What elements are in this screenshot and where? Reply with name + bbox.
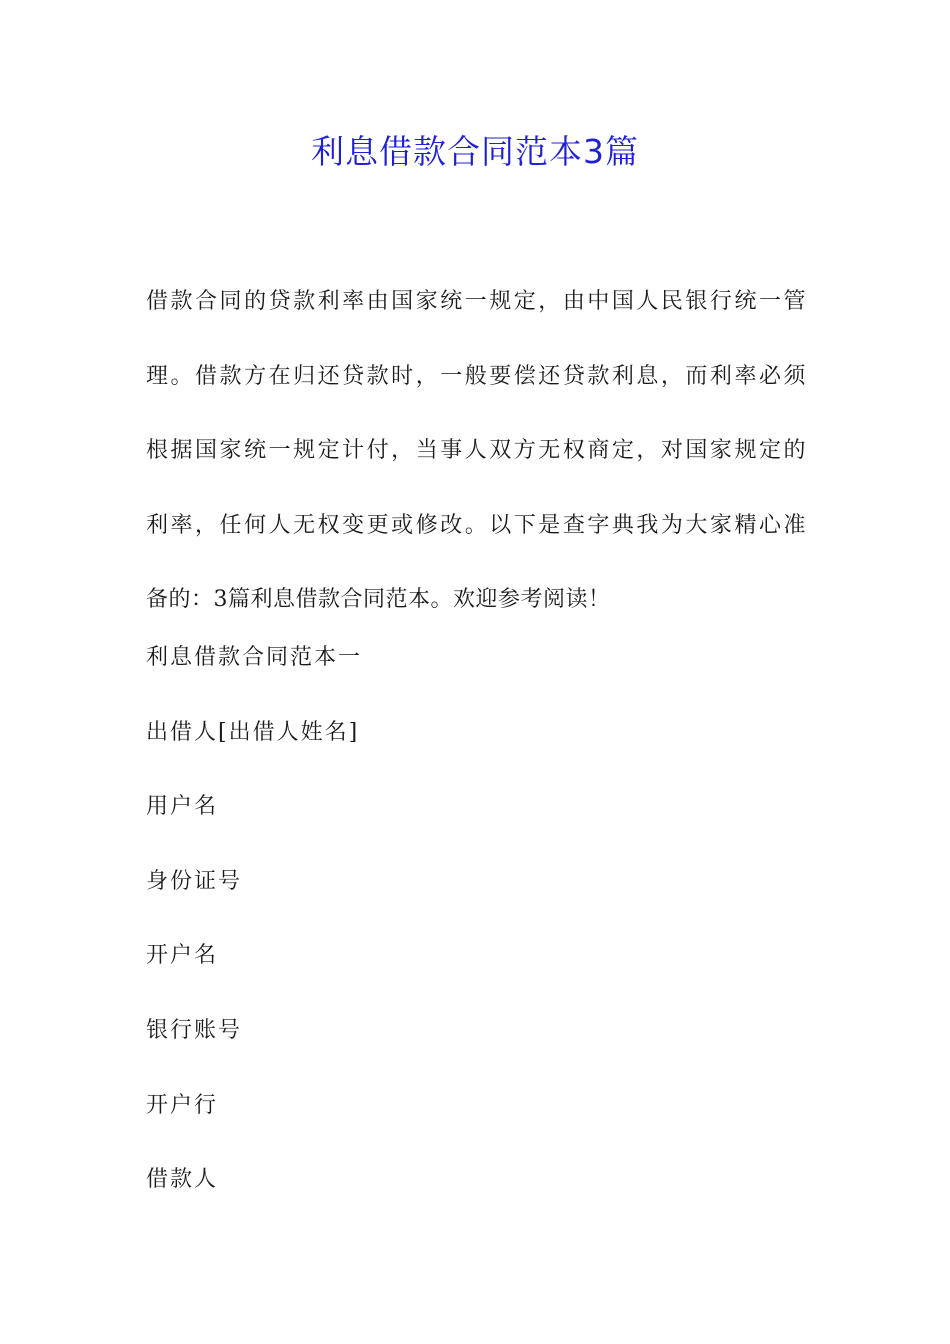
document-title: 利息借款合同范本3篇	[311, 132, 639, 171]
list-item: 开户行	[146, 1092, 219, 1118]
list-item: 身份证号	[146, 868, 243, 894]
list-item: 开户名	[146, 943, 219, 969]
intro-line: 根据国家统一规定计付，当事人双方无权商定，对国家规定的	[146, 438, 806, 463]
list-item: 出借人[出借人姓名]	[146, 719, 360, 745]
list-item: 借款人	[146, 1167, 219, 1193]
intro-line: 备的：3篇利息借款合同范本。欢迎参考阅读！	[146, 587, 611, 612]
intro-line: 借款合同的贷款利率由国家统一规定，由中国人民银行统一管	[146, 289, 806, 314]
list-item: 银行账号	[146, 1017, 243, 1043]
list-item: 用户名	[146, 794, 219, 820]
intro-paragraph	[146, 265, 806, 638]
intro-line: 利率，任何人无权变更或修改。以下是查字典我为大家精心准	[146, 512, 806, 538]
contract-fields-list	[146, 640, 806, 1237]
section-heading: 利息借款合同范本一	[146, 645, 363, 670]
intro-line: 理。借款方在归还贷款时，一般要偿还贷款利息，而利率必须	[146, 363, 806, 389]
